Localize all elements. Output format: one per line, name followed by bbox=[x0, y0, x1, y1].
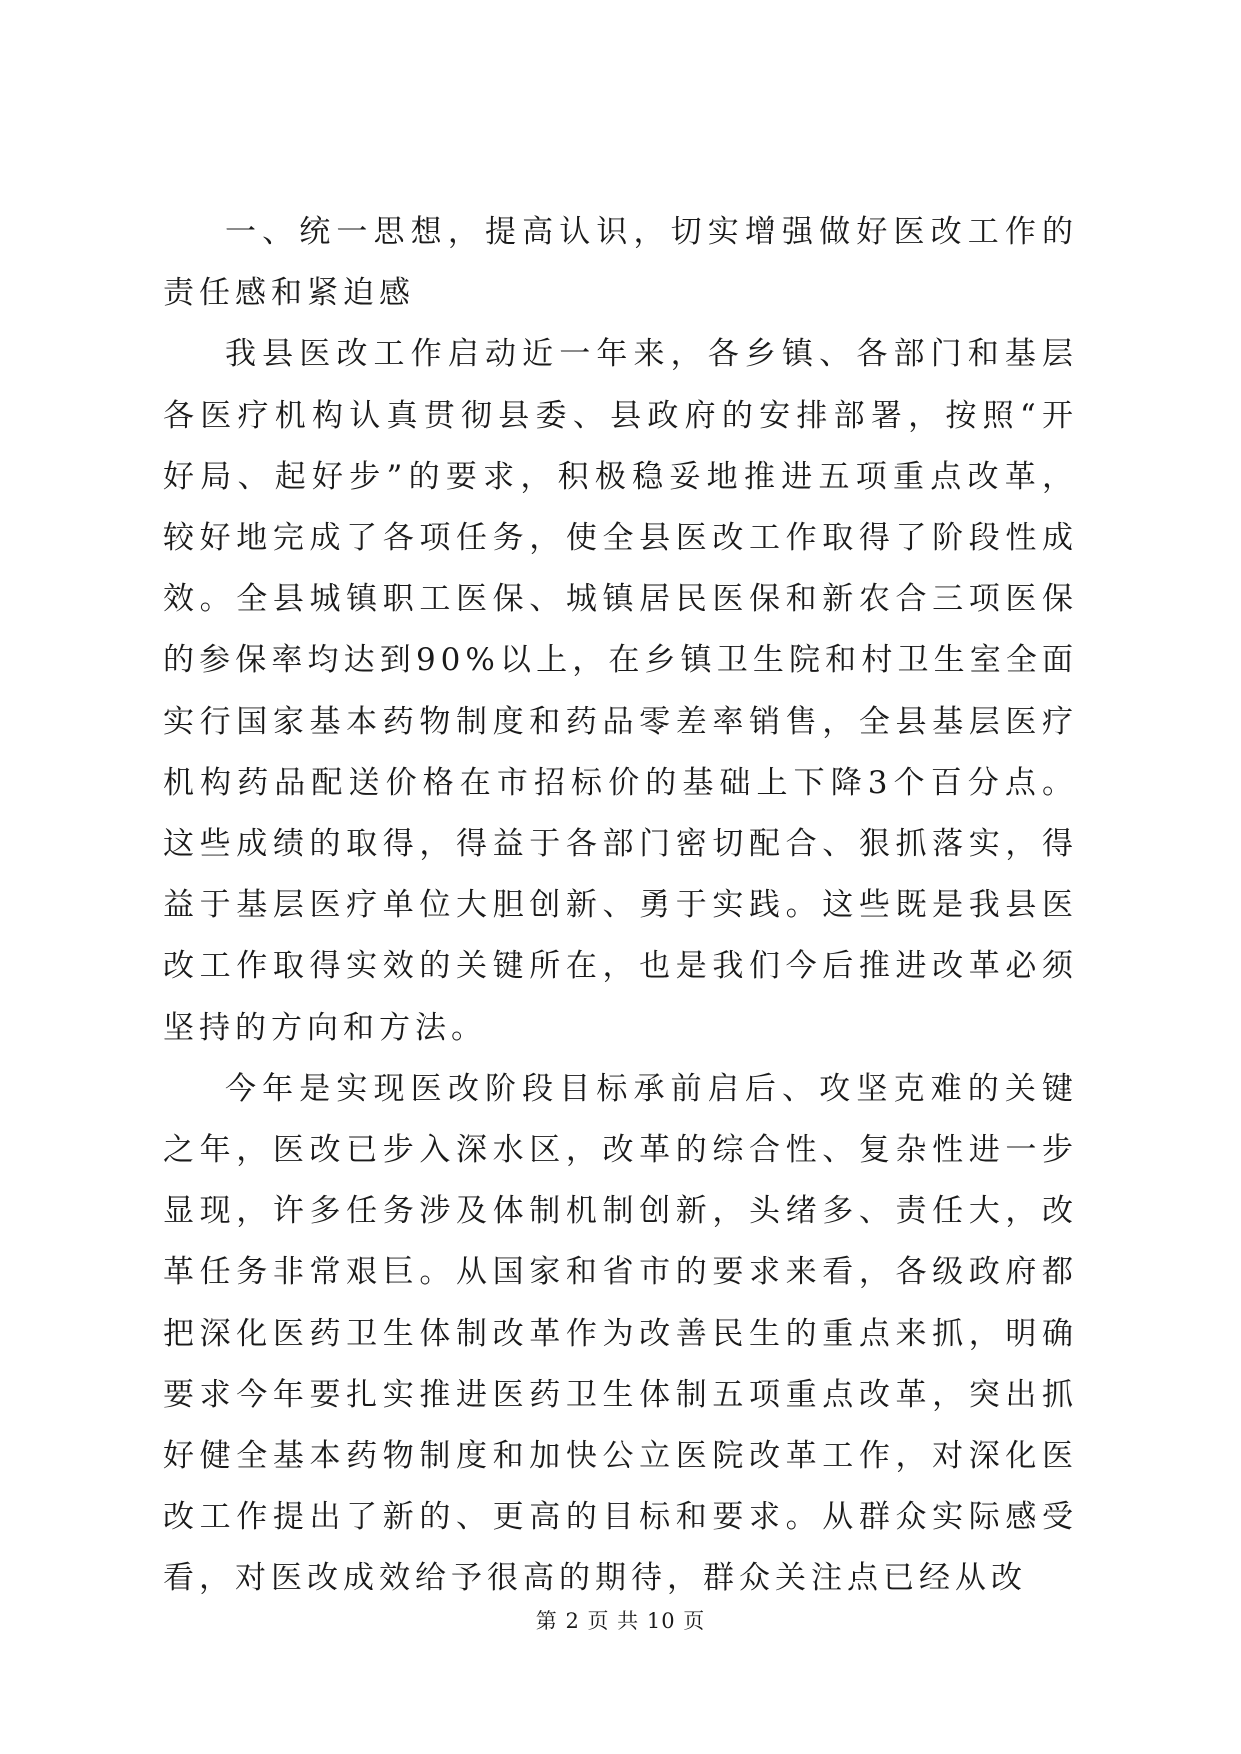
document-body bbox=[163, 202, 1078, 1610]
page-footer bbox=[0, 1605, 1241, 1635]
body-paragraph-2: 今年是实现医改阶段目标承前启后、攻坚克难的关键之年，医改已步入深水区，改革的综合性、复杂性进一步显现，许多任务涉及体制机制创新，头绪多、责任大，改革任务非常艰巨。从国家和省市的要求来看，各级政府都把深化医药卫生体制改革作为改善民生的重点来抓，明确要求今年要扎实推进医药卫生体制五项重点改革，突出抓好健全基本药物制度和加快公立医院改革工作，对深化医改工作提出了新的、更高的目标和要求。从群众实际感受看，对医改成效给予很高的期待，群众关注点已经从改 bbox=[163, 1070, 1078, 1597]
page-number: 第 2 页 共 10 页 bbox=[535, 1609, 706, 1633]
section-heading: 一、统一思想，提高认识，切实增强做好医改工作的责任感和紧迫感 bbox=[163, 214, 1078, 312]
body-paragraph-1: 我县医改工作启动近一年来，各乡镇、各部门和基层各医疗机构认真贯彻县委、县政府的安排部署，按照“开好局、起好步”的要求，积极稳妥地推进五项重点改革，较好地完成了各项任务，使全县医改工作取得了阶段性成效。全县城镇职工医保、城镇居民医保和新农合三项医保的参保率均达到90%以上，在乡镇卫生院和村卫生室全面实行国家基本药物制度和药品零差率销售，全县基层医疗机构药品配送价格在市招标价的基础上下降3个百分点。这些成绩的取得，得益于各部门密切配合、狠抓落实，得益于基层医疗单位大胆创新、勇于实践。这些既是我县医改工作取得实效的关键所在，也是我们今后推进改革必须坚持的方向和方法。 bbox=[163, 336, 1078, 1046]
